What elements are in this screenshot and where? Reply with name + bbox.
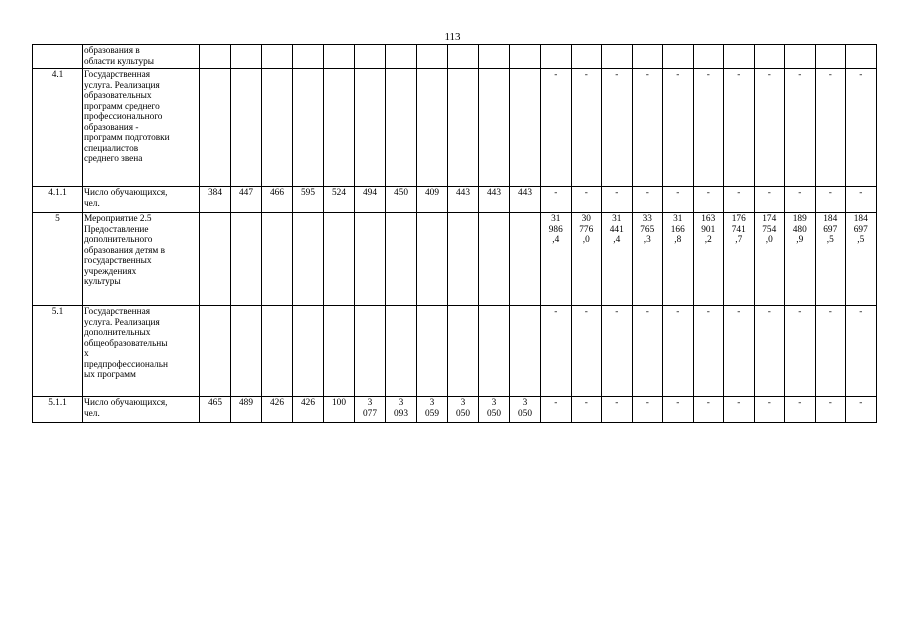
value-cell	[355, 306, 386, 397]
value-cell	[293, 213, 324, 306]
value-cell: 384	[200, 187, 231, 213]
funding-cell	[571, 45, 602, 69]
table-row	[33, 306, 877, 397]
table-row	[33, 187, 877, 213]
value-cell	[448, 45, 479, 69]
funding-cell: -	[846, 69, 877, 187]
funding-cell	[602, 45, 633, 69]
funding-cell: -	[541, 69, 572, 187]
funding-cell: 31 986 ,4	[541, 213, 572, 306]
funding-cell	[724, 45, 755, 69]
funding-cell: -	[632, 187, 663, 213]
value-cell	[510, 306, 541, 397]
value-cell	[231, 45, 262, 69]
funding-cell: -	[754, 69, 785, 187]
funding-cell: -	[754, 306, 785, 397]
value-cell	[355, 45, 386, 69]
value-cell: 3 050	[510, 397, 541, 423]
funding-cell: -	[724, 306, 755, 397]
value-cell: 3 050	[448, 397, 479, 423]
funding-cell: -	[571, 187, 602, 213]
funding-cell: 30 776 ,0	[571, 213, 602, 306]
value-cell	[293, 69, 324, 187]
row-name: Мероприятие 2.5 Предоставление дополнительного образования детям в государственных учреждениях культуры	[83, 213, 200, 306]
funding-cell	[693, 45, 724, 69]
value-cell	[448, 213, 479, 306]
value-cell: 3 059	[417, 397, 448, 423]
funding-cell: 184 697 ,5	[815, 213, 846, 306]
funding-cell: 184 697 ,5	[846, 213, 877, 306]
value-cell: 443	[479, 187, 510, 213]
funding-cell	[785, 45, 816, 69]
funding-cell: 31 441 ,4	[602, 213, 633, 306]
funding-cell: 176 741 ,7	[724, 213, 755, 306]
value-cell	[200, 69, 231, 187]
value-cell	[417, 213, 448, 306]
funding-cell: 174 754 ,0	[754, 213, 785, 306]
funding-cell	[815, 45, 846, 69]
value-cell	[262, 306, 293, 397]
value-cell	[417, 306, 448, 397]
row-number	[33, 45, 83, 69]
table-row	[33, 397, 877, 423]
value-cell	[262, 45, 293, 69]
funding-cell: -	[693, 397, 724, 423]
value-cell	[479, 69, 510, 187]
funding-cell: -	[602, 69, 633, 187]
value-cell	[448, 69, 479, 187]
funding-cell: -	[785, 306, 816, 397]
value-cell	[510, 69, 541, 187]
funding-cell: -	[754, 187, 785, 213]
funding-cell: -	[541, 187, 572, 213]
row-name: образования в области культуры	[83, 45, 200, 69]
funding-cell: -	[693, 69, 724, 187]
funding-cell: -	[602, 397, 633, 423]
value-cell	[200, 306, 231, 397]
funding-cell	[846, 45, 877, 69]
value-cell: 489	[231, 397, 262, 423]
row-number: 5.1	[33, 306, 83, 397]
row-name: Государственная услуга. Реализация дополнительных общеобразовательны х предпрофессиональн ых программ	[83, 306, 200, 397]
value-cell	[293, 45, 324, 69]
funding-cell: -	[602, 187, 633, 213]
value-cell	[386, 213, 417, 306]
value-cell	[479, 45, 510, 69]
funding-cell: -	[632, 306, 663, 397]
funding-cell: -	[754, 397, 785, 423]
value-cell	[231, 213, 262, 306]
funding-cell: -	[724, 187, 755, 213]
value-cell: 466	[262, 187, 293, 213]
funding-cell: -	[571, 306, 602, 397]
row-number: 4.1	[33, 69, 83, 187]
funding-cell: 189 480 ,9	[785, 213, 816, 306]
value-cell	[324, 45, 355, 69]
funding-cell: -	[663, 69, 694, 187]
row-name: Государственная услуга. Реализация образовательных программ среднего профессионального образования - программ подготовки специалистов среднего звена	[83, 69, 200, 187]
funding-cell: -	[724, 397, 755, 423]
table-row	[33, 213, 877, 306]
value-cell	[479, 213, 510, 306]
funding-cell: -	[846, 306, 877, 397]
value-cell: 595	[293, 187, 324, 213]
funding-cell: -	[632, 69, 663, 187]
funding-cell: -	[632, 397, 663, 423]
funding-cell	[754, 45, 785, 69]
funding-cell: -	[602, 306, 633, 397]
value-cell: 443	[510, 187, 541, 213]
value-cell	[386, 45, 417, 69]
funding-cell: -	[663, 397, 694, 423]
funding-cell: -	[663, 306, 694, 397]
value-cell: 100	[324, 397, 355, 423]
value-cell: 426	[293, 397, 324, 423]
value-cell	[386, 69, 417, 187]
funding-cell: -	[541, 397, 572, 423]
funding-cell	[663, 45, 694, 69]
value-cell	[231, 69, 262, 187]
value-cell	[324, 69, 355, 187]
page-number: 113	[444, 31, 461, 43]
funding-cell: -	[815, 187, 846, 213]
value-cell	[324, 213, 355, 306]
value-cell	[386, 306, 417, 397]
row-name: Число обучающихся, чел.	[83, 397, 200, 423]
program-table	[32, 44, 877, 423]
funding-cell: -	[724, 69, 755, 187]
row-name: Число обучающихся, чел.	[83, 187, 200, 213]
funding-cell: -	[571, 397, 602, 423]
funding-cell: -	[815, 306, 846, 397]
value-cell: 450	[386, 187, 417, 213]
value-cell: 447	[231, 187, 262, 213]
value-cell: 3 093	[386, 397, 417, 423]
funding-cell	[541, 45, 572, 69]
value-cell	[479, 306, 510, 397]
funding-cell: -	[693, 306, 724, 397]
value-cell	[510, 213, 541, 306]
funding-cell: -	[815, 69, 846, 187]
funding-cell: -	[785, 397, 816, 423]
row-number: 5	[33, 213, 83, 306]
funding-cell: 33 765 ,3	[632, 213, 663, 306]
value-cell: 426	[262, 397, 293, 423]
funding-cell: -	[785, 187, 816, 213]
value-cell: 3 050	[479, 397, 510, 423]
funding-cell: -	[785, 69, 816, 187]
value-cell	[262, 213, 293, 306]
table-row	[33, 45, 877, 69]
value-cell	[200, 45, 231, 69]
row-number: 5.1.1	[33, 397, 83, 423]
value-cell: 443	[448, 187, 479, 213]
value-cell	[262, 69, 293, 187]
funding-cell: -	[571, 69, 602, 187]
value-cell	[355, 69, 386, 187]
value-cell: 494	[355, 187, 386, 213]
value-cell	[355, 213, 386, 306]
funding-cell	[632, 45, 663, 69]
value-cell	[324, 306, 355, 397]
value-cell	[200, 213, 231, 306]
value-cell	[417, 45, 448, 69]
funding-cell: -	[815, 397, 846, 423]
funding-cell: -	[846, 397, 877, 423]
funding-cell: -	[693, 187, 724, 213]
value-cell	[510, 45, 541, 69]
funding-cell: -	[846, 187, 877, 213]
funding-cell: 31 166 ,8	[663, 213, 694, 306]
value-cell: 3 077	[355, 397, 386, 423]
funding-cell: -	[663, 187, 694, 213]
value-cell	[293, 306, 324, 397]
funding-cell: -	[541, 306, 572, 397]
value-cell: 524	[324, 187, 355, 213]
row-number: 4.1.1	[33, 187, 83, 213]
table-row	[33, 69, 877, 187]
value-cell	[448, 306, 479, 397]
value-cell: 465	[200, 397, 231, 423]
value-cell: 409	[417, 187, 448, 213]
value-cell	[231, 306, 262, 397]
funding-cell: 163 901 ,2	[693, 213, 724, 306]
value-cell	[417, 69, 448, 187]
